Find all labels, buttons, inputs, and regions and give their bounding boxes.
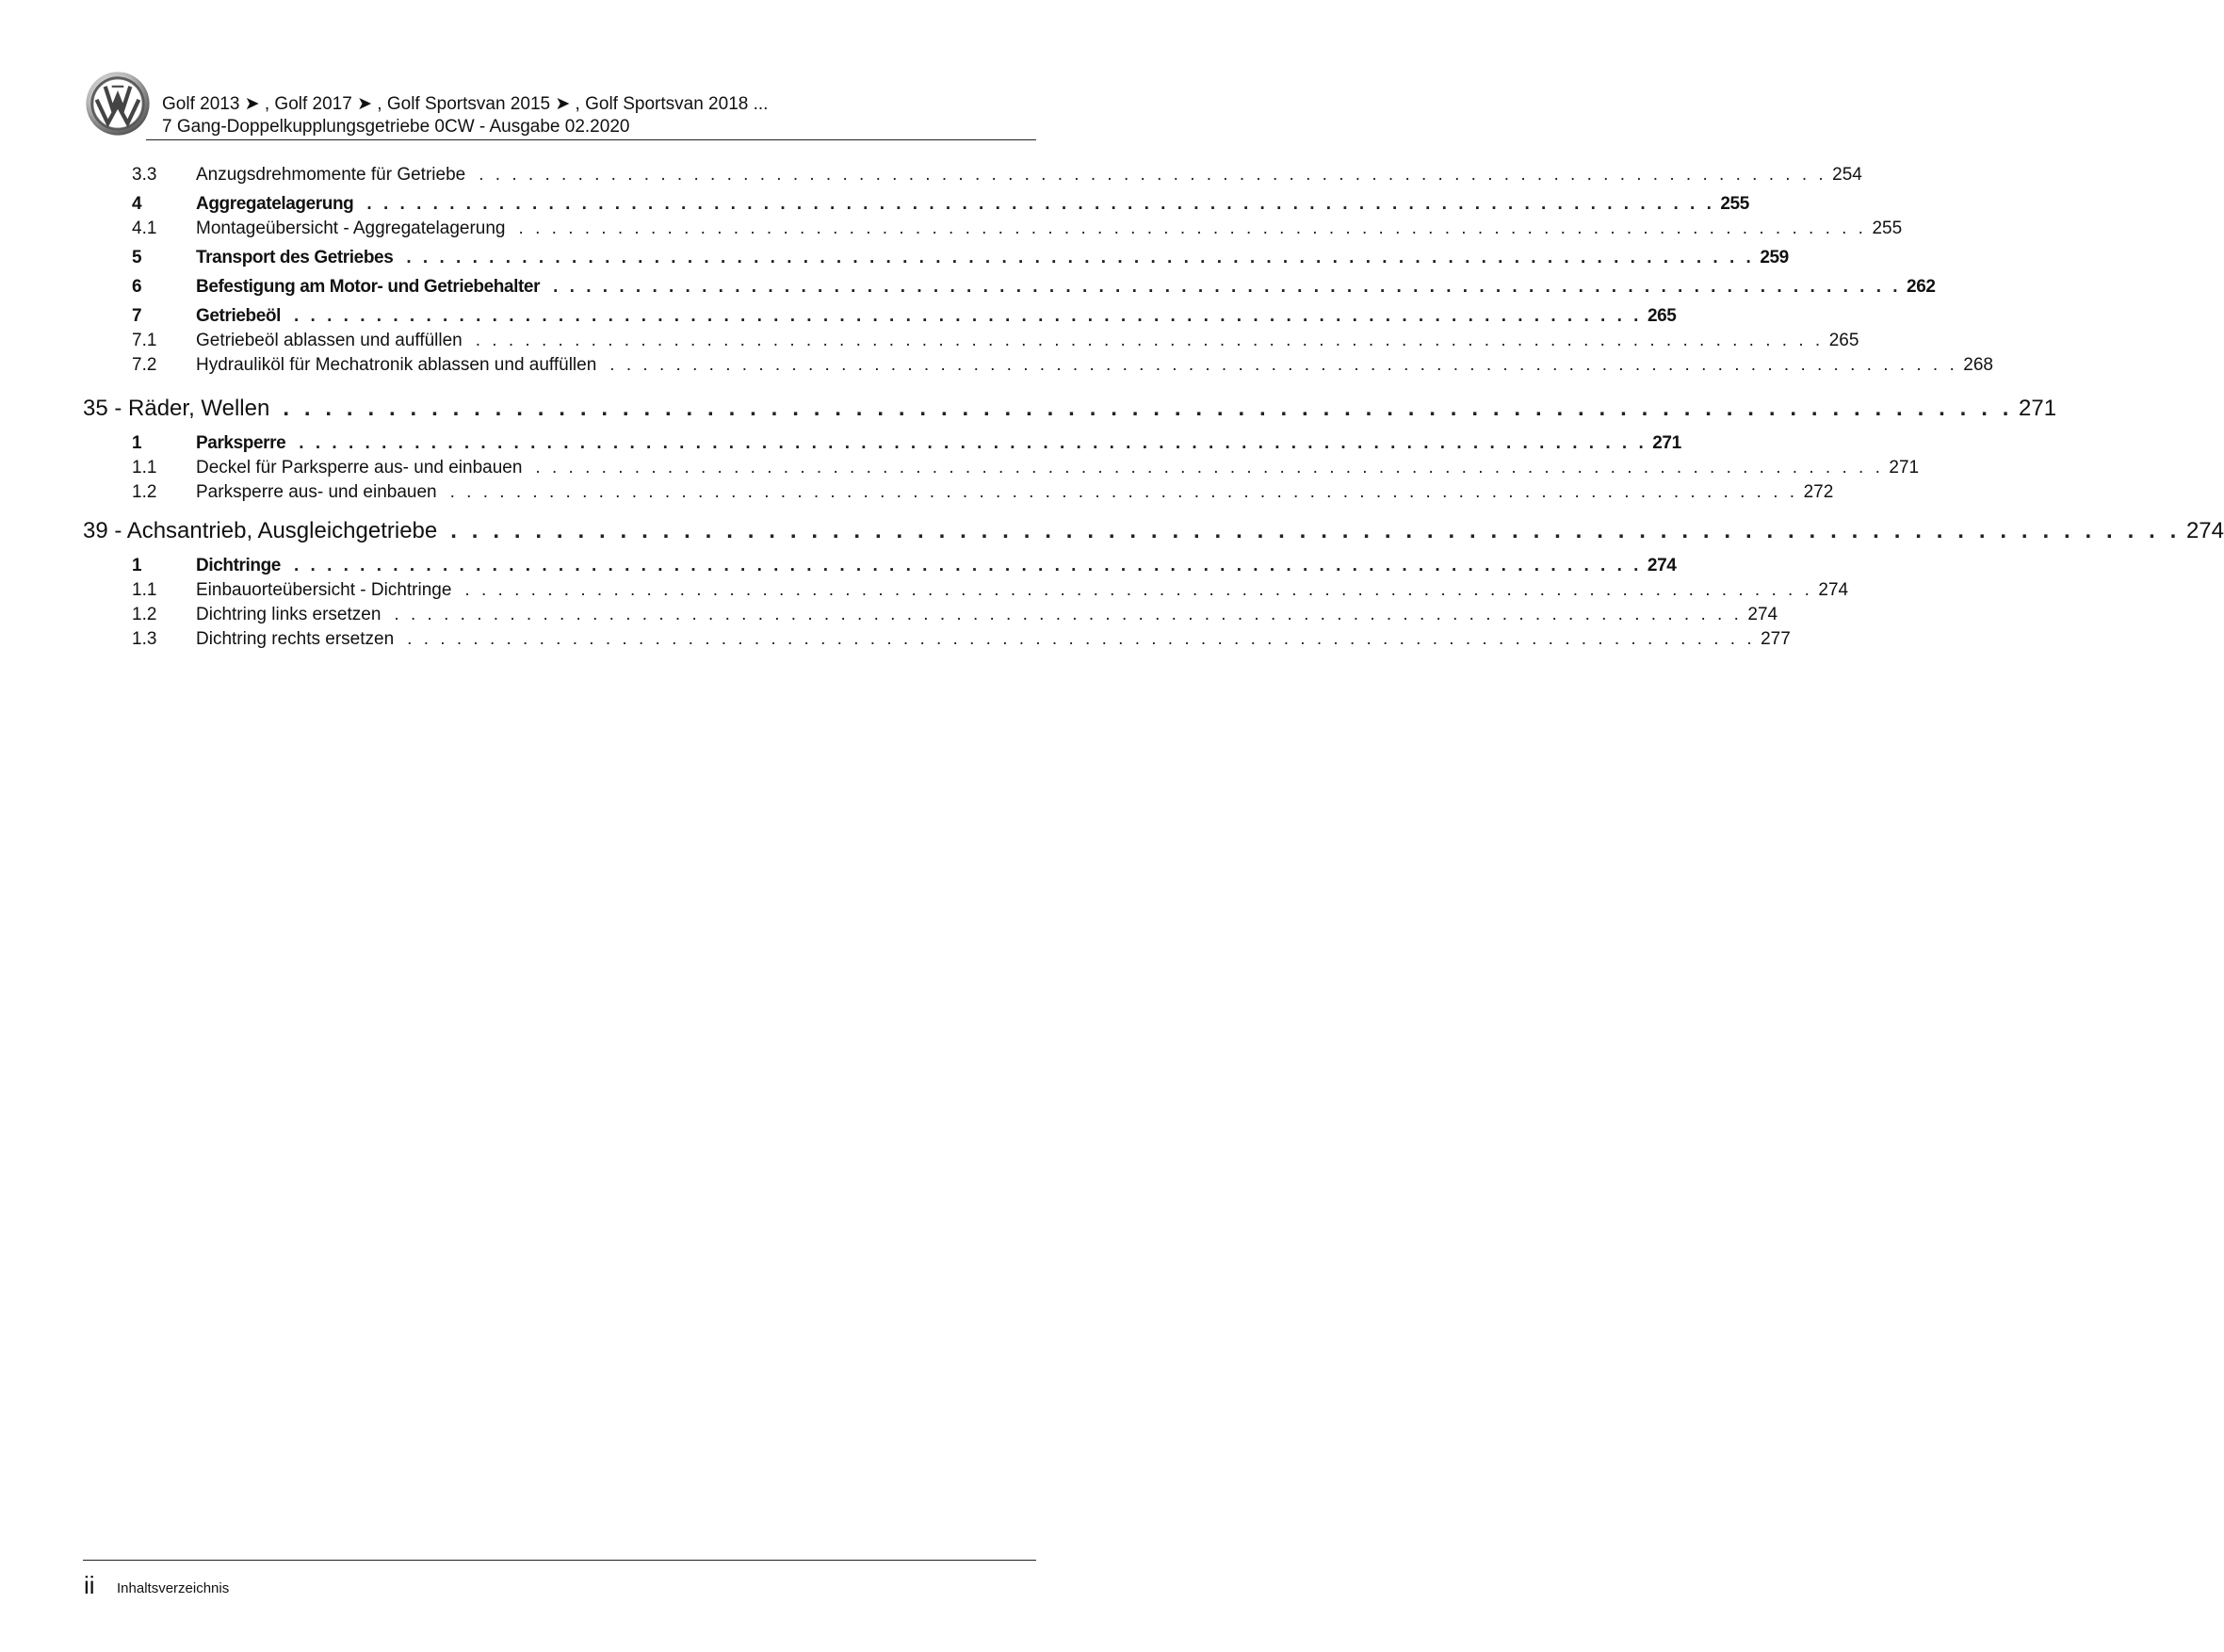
toc-entry-page: 274: [1747, 605, 1778, 624]
toc-entry-page: 255: [1872, 219, 1903, 238]
header-models: Golf 2013 ➤ , Golf 2017 ➤ , Golf Sportsvan 2015 ➤ , Golf Sportsvan 2018 ...: [162, 94, 769, 114]
toc-entry-title: Parksperre aus- und einbauen: [196, 482, 437, 502]
toc-leader-dots: . . . . . . . . . . . . . . . . . . . . . . . . . . . . . . . . . . . . . . . . . . . . . . . . . . . . . . . . . . . . . . . . . . . . . . . . . . . . . . . . . .: [293, 556, 1642, 575]
toc-entry-number: 4: [132, 194, 142, 214]
toc-entry-title: Montageübersicht - Aggregatelagerung: [196, 219, 506, 238]
toc-entry-page: 265: [1828, 331, 1859, 350]
toc-entry-title: Getriebeöl ablassen und auffüllen: [196, 331, 463, 350]
toc-leader-dots: . . . . . . . . . . . . . . . . . . . . . . . . . . . . . . . . . . . . . . . . . . . . . . . . . . . . . . . . . . . . . . . . . . . . . . . . . . . . . . . . . .: [293, 306, 1642, 326]
toc-entry-title: Einbauorteübersicht - Dichtringe: [196, 580, 452, 600]
toc-entry-page: 268: [1963, 355, 1993, 375]
toc-entry[interactable]: [132, 277, 1936, 300]
toc-entry-page: 271: [1889, 458, 1920, 478]
toc-entry[interactable]: [132, 629, 1791, 652]
toc-chapter-page: 271: [2019, 396, 2057, 421]
toc-entry-title: Aggregatelagerung: [196, 194, 354, 214]
header-divider: [146, 139, 1036, 140]
toc-entry[interactable]: [132, 458, 1920, 480]
toc-leader-dots: . . . . . . . . . . . . . . . . . . . . . . . . . . . . . . . . . . . . . . . . . . . . . . . . . . . . . . . . . . . . . . . . . . . . . . . . . . . . . . . . . .: [449, 482, 1798, 502]
toc-entry-page: 262: [1907, 277, 1936, 297]
toc-leader-dots: . . . . . . . . . . . . . . . . . . . . . . . . . . . . . . . . . . . . . . . . . . . . . . . . . . . . . . . . . . . . . . . . . . . . . . . . . . . . . . . . . .: [299, 433, 1648, 453]
toc-entry-title: Parksperre: [196, 433, 286, 453]
toc-entry-title: Transport des Getriebes: [196, 248, 394, 267]
toc-leader-dots: . . . . . . . . . . . . . . . . . . . . . . . . . . . . . . . . . . . . . . . . . . . . . . . . . . . . . . . . . . . . . . . . . . . . . . . . . . . . . . . . . .: [450, 518, 2181, 543]
toc-entry-page: 272: [1803, 482, 1834, 502]
vw-logo-icon: [85, 71, 151, 137]
toc-leader-dots: . . . . . . . . . . . . . . . . . . . . . . . . . . . . . . . . . . . . . . . . . . . . . . . . . . . . . . . . . . . . . . . . . . . . . . . . . . . . . . . . . .: [535, 458, 1884, 478]
toc-chapter-title: 35 - Räder, Wellen: [83, 396, 270, 421]
toc-entry[interactable]: [132, 331, 1859, 353]
toc-entry-page: 255: [1720, 194, 1749, 214]
toc-entry[interactable]: [132, 355, 1993, 378]
toc-entry-number: 1.3: [132, 629, 157, 649]
toc-entry[interactable]: [132, 306, 1677, 329]
toc-entry-title: Dichtringe: [196, 556, 281, 575]
toc-chapter-page: 274: [2185, 518, 2224, 543]
toc-entry[interactable]: [132, 580, 1849, 603]
toc-entry-number: 3.3: [132, 165, 157, 185]
toc-entry-title: Getriebeöl: [196, 306, 281, 326]
toc-entry-number: 1.2: [132, 605, 157, 624]
toc-entry[interactable]: [132, 248, 1789, 270]
toc-entry-title: Dichtring rechts ersetzen: [196, 629, 395, 649]
toc-entry[interactable]: [132, 433, 1681, 456]
toc-entry-number: 1.1: [132, 580, 157, 600]
toc-entry[interactable]: [132, 556, 1677, 578]
toc-entry[interactable]: [132, 194, 1749, 217]
toc-entry-number: 6: [132, 277, 142, 297]
toc-leader-dots: . . . . . . . . . . . . . . . . . . . . . . . . . . . . . . . . . . . . . . . . . . . . . . . . . . . . . . . . . . . . . . . . . . . . . . . . . . . . . . . . . .: [553, 277, 1902, 297]
toc-entry-page: 271: [1652, 433, 1681, 453]
toc-entry-number: 7: [132, 306, 142, 326]
toc-entry-number: 1: [132, 556, 142, 575]
toc-leader-dots: . . . . . . . . . . . . . . . . . . . . . . . . . . . . . . . . . . . . . . . . . . . . . . . . . . . . . . . . . . . . . . . . . . . . . . . . . . . . . . . . . .: [475, 331, 1824, 350]
toc-entry-number: 1.2: [132, 482, 157, 502]
toc-chapter[interactable]: [83, 518, 2224, 548]
toc-entry[interactable]: [132, 219, 1903, 241]
footer-divider: [83, 1560, 1036, 1561]
toc-entry-number: 7.1: [132, 331, 157, 350]
toc-entry-title: Anzugsdrehmomente für Getriebe: [196, 165, 466, 185]
toc-leader-dots: . . . . . . . . . . . . . . . . . . . . . . . . . . . . . . . . . . . . . . . . . . . . . . . . . . . . . . . . . . . . . . . . . . . . . . . . . . . . . . . . . .: [609, 355, 1958, 375]
toc-entry-number: 5: [132, 248, 142, 267]
toc-leader-dots: . . . . . . . . . . . . . . . . . . . . . . . . . . . . . . . . . . . . . . . . . . . . . . . . . . . . . . . . . . . . . . . . . . . . . . . . . . . . . . . . . .: [394, 605, 1743, 624]
header-subtitle: 7 Gang-Doppelkupplungsgetriebe 0CW - Ausgabe 02.2020: [162, 117, 630, 137]
toc-leader-dots: . . . . . . . . . . . . . . . . . . . . . . . . . . . . . . . . . . . . . . . . . . . . . . . . . . . . . . . . . . . . . . . . . . . . . . . . . . . . . . . . . .: [464, 580, 1813, 600]
toc-leader-dots: . . . . . . . . . . . . . . . . . . . . . . . . . . . . . . . . . . . . . . . . . . . . . . . . . . . . . . . . . . . . . . . . . . . . . . . . . . . . . . . . . .: [518, 219, 1867, 238]
toc-entry-page: 274: [1818, 580, 1849, 600]
toc-leader-dots: . . . . . . . . . . . . . . . . . . . . . . . . . . . . . . . . . . . . . . . . . . . . . . . . . . . . . . . . . . . . . . . . . . . . . . . . . . . . . . . . . .: [407, 629, 1756, 649]
toc-entry-title: Dichtring links ersetzen: [196, 605, 381, 624]
toc-entry[interactable]: [132, 605, 1778, 627]
toc-entry-title: Deckel für Parksperre aus- und einbauen: [196, 458, 523, 478]
toc-leader-dots: . . . . . . . . . . . . . . . . . . . . . . . . . . . . . . . . . . . . . . . . . . . . . . . . . . . . . . . . . . . . . . . . . . . . . . . . . . . . . . . . . .: [366, 194, 1715, 214]
toc-entry-number: 7.2: [132, 355, 157, 375]
toc-entry-page: 259: [1760, 248, 1789, 267]
toc-entry[interactable]: [132, 165, 1862, 187]
toc-entry-page: 265: [1647, 306, 1677, 326]
toc-leader-dots: . . . . . . . . . . . . . . . . . . . . . . . . . . . . . . . . . . . . . . . . . . . . . . . . . . . . . . . . . . . . . . . . . . . . . . . . . . . . . . . . . .: [283, 396, 2014, 421]
toc-entry-page: 274: [1647, 556, 1677, 575]
toc-entry-title: Befestigung am Motor- und Getriebehalter: [196, 277, 541, 297]
toc-entry[interactable]: [132, 482, 1834, 505]
toc-leader-dots: . . . . . . . . . . . . . . . . . . . . . . . . . . . . . . . . . . . . . . . . . . . . . . . . . . . . . . . . . . . . . . . . . . . . . . . . . . . . . . . . . .: [406, 248, 1755, 267]
toc-leader-dots: . . . . . . . . . . . . . . . . . . . . . . . . . . . . . . . . . . . . . . . . . . . . . . . . . . . . . . . . . . . . . . . . . . . . . . . . . . . . . . . . . .: [479, 165, 1827, 185]
footer-section-label: Inhaltsverzeichnis: [117, 1580, 230, 1596]
toc-entry-page: 254: [1832, 165, 1862, 185]
toc-chapter-title: 39 - Achsantrieb, Ausgleichgetriebe: [83, 518, 438, 543]
toc-entry-title: Hydrauliköl für Mechatronik ablassen und auffüllen: [196, 355, 597, 375]
toc-entry-number: 1: [132, 433, 142, 453]
toc-entry-number: 4.1: [132, 219, 157, 238]
toc-entry-page: 277: [1761, 629, 1791, 649]
toc-chapter[interactable]: [83, 396, 2057, 426]
toc-entry-number: 1.1: [132, 458, 157, 478]
footer-page-number: ii: [84, 1571, 95, 1599]
